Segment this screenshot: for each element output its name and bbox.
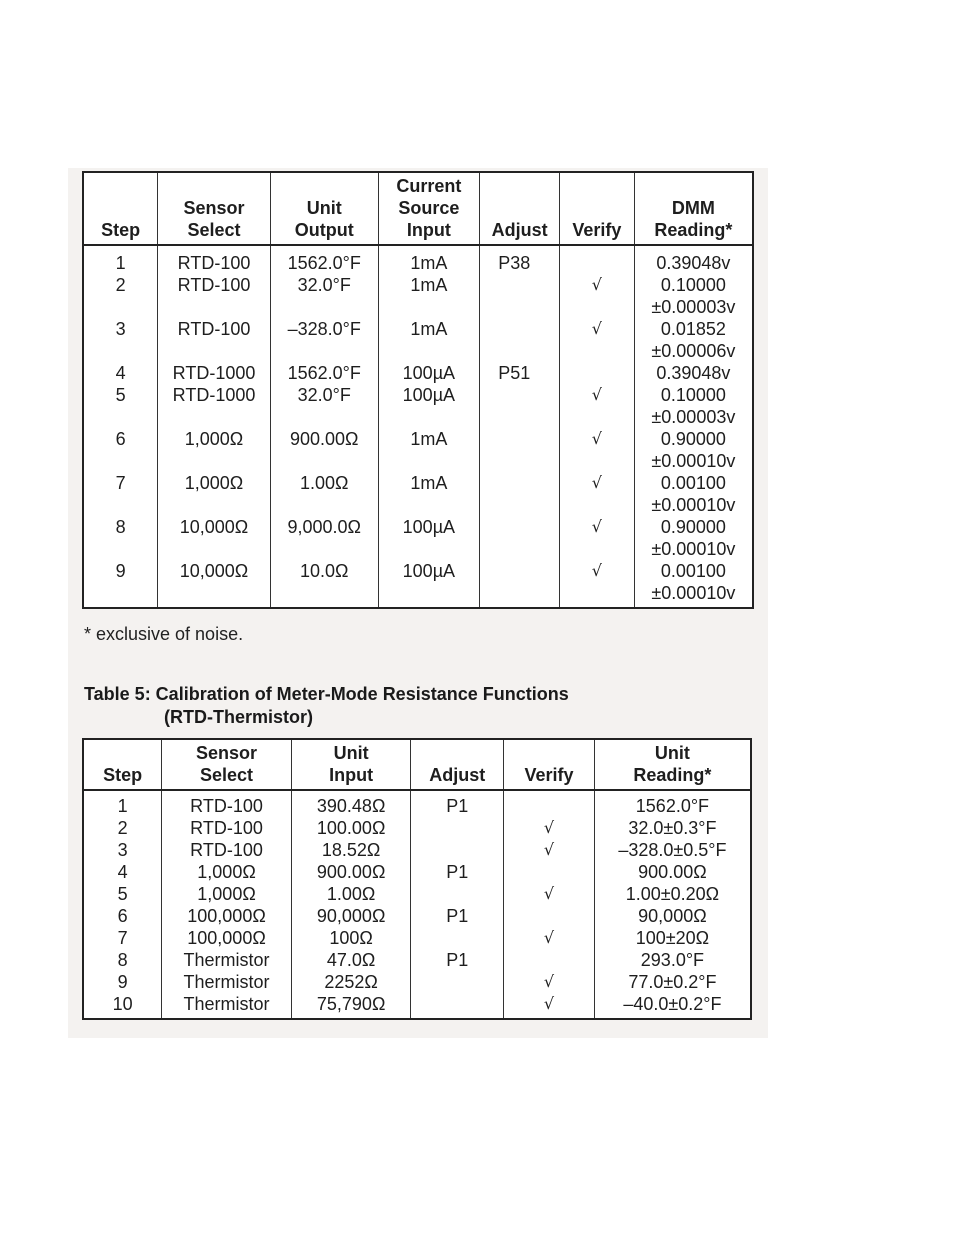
table-row xyxy=(83,883,751,905)
cell-unit-reading: 293.0°F xyxy=(594,949,751,971)
cell-unit-reading: 77.0±0.2°F xyxy=(594,971,751,993)
cell-adjust xyxy=(411,883,504,905)
cell-verify: √ xyxy=(559,516,634,560)
header-dmm-reading: DMM Reading* xyxy=(634,172,753,245)
cell-unit-reading: –328.0±0.5°F xyxy=(594,839,751,861)
cell-current-source-input: 1mA xyxy=(378,245,480,274)
table-row xyxy=(83,839,751,861)
header-adjust: Adjust xyxy=(480,172,560,245)
cell-step: 2 xyxy=(117,818,128,838)
cell-adjust xyxy=(411,817,504,839)
cell-unit-output: 1562.0°F xyxy=(270,245,378,274)
reading-tolerance: ±0.00003v xyxy=(651,407,736,427)
cell-adjust xyxy=(411,993,504,1019)
cell-sensor-select: RTD-1000 xyxy=(158,362,271,384)
cell-adjust xyxy=(480,318,560,362)
cell-verify: √ xyxy=(504,839,595,861)
cell-current-source-input: 100µA xyxy=(378,384,480,428)
cell-verify xyxy=(559,245,634,274)
cell-verify: √ xyxy=(504,883,595,905)
reading-value: 0.10000 xyxy=(660,275,726,295)
cell-sensor-select: Thermistor xyxy=(162,993,292,1019)
cell-step: 1 xyxy=(115,253,126,273)
cell-verify xyxy=(504,905,595,927)
reading-tolerance: ±0.00006v xyxy=(651,341,736,361)
header-sensor-select: Sensor Select xyxy=(158,172,271,245)
calibration-table-5 xyxy=(82,738,752,1020)
cell-step: 1 xyxy=(117,796,128,816)
cell-unit-output: 9,000.0Ω xyxy=(270,516,378,560)
cell-adjust xyxy=(480,560,560,608)
cell-unit-input: 100.00Ω xyxy=(291,817,411,839)
cell-verify xyxy=(504,949,595,971)
table-header-row xyxy=(83,739,751,790)
cell-adjust: P51 xyxy=(480,362,560,384)
cell-step: 5 xyxy=(115,385,126,405)
reading-value: 0.90000 xyxy=(660,517,726,537)
cell-step: 7 xyxy=(117,928,128,948)
cell-sensor-select: RTD-100 xyxy=(162,790,292,817)
table-5-caption xyxy=(84,683,569,729)
cell-unit-reading: 1.00±0.20Ω xyxy=(594,883,751,905)
reading-tolerance: ±0.00010v xyxy=(651,451,736,471)
cell-sensor-select: 10,000Ω xyxy=(158,560,271,608)
table-row xyxy=(83,274,753,318)
reading-tolerance: ±0.00010v xyxy=(651,495,736,515)
cell-current-source-input: 1mA xyxy=(378,318,480,362)
cell-sensor-select: 10,000Ω xyxy=(158,516,271,560)
cell-current-source-input: 100µA xyxy=(378,362,480,384)
cell-verify: √ xyxy=(504,993,595,1019)
cell-step: 10 xyxy=(112,994,133,1014)
cell-dmm-reading xyxy=(634,516,753,560)
header-unit-reading: Unit Reading* xyxy=(594,739,751,790)
table-row xyxy=(83,949,751,971)
table-row xyxy=(83,384,753,428)
cell-adjust: P1 xyxy=(411,790,504,817)
cell-sensor-select: RTD-100 xyxy=(158,318,271,362)
cell-verify: √ xyxy=(504,817,595,839)
cell-current-source-input: 1mA xyxy=(378,428,480,472)
header-unit-output: Unit Output xyxy=(270,172,378,245)
cell-unit-input: 18.52Ω xyxy=(291,839,411,861)
header-current-source-input: Current Source Input xyxy=(378,172,480,245)
cell-unit-input: 2252Ω xyxy=(291,971,411,993)
cell-step: 6 xyxy=(117,906,128,926)
cell-sensor-select: 100,000Ω xyxy=(162,905,292,927)
cell-adjust xyxy=(411,839,504,861)
cell-adjust xyxy=(480,516,560,560)
cell-step: 9 xyxy=(117,972,128,992)
cell-adjust xyxy=(480,384,560,428)
cell-unit-output: 32.0°F xyxy=(270,274,378,318)
cell-adjust: P1 xyxy=(411,861,504,883)
table-row xyxy=(83,516,753,560)
cell-unit-output: –328.0°F xyxy=(270,318,378,362)
table-row xyxy=(83,993,751,1019)
cell-unit-input: 100Ω xyxy=(291,927,411,949)
header-verify: Verify xyxy=(559,172,634,245)
cell-unit-input: 75,790Ω xyxy=(291,993,411,1019)
cell-dmm-reading xyxy=(634,384,753,428)
cell-sensor-select: 1,000Ω xyxy=(158,472,271,516)
reading-value: 0.00100 xyxy=(660,473,726,493)
header-step: Step xyxy=(83,739,162,790)
cell-adjust: P1 xyxy=(411,949,504,971)
header-adjust: Adjust xyxy=(411,739,504,790)
cell-unit-output: 10.0Ω xyxy=(270,560,378,608)
cell-verify: √ xyxy=(559,560,634,608)
cell-unit-input: 900.00Ω xyxy=(291,861,411,883)
cell-adjust xyxy=(480,472,560,516)
reading-value: 0.01852 xyxy=(660,319,726,339)
table-row xyxy=(83,560,753,608)
cell-unit-input: 1.00Ω xyxy=(291,883,411,905)
caption-line-1: Table 5: Calibration of Meter-Mode Resistance Functions xyxy=(84,684,569,704)
cell-dmm-reading xyxy=(634,560,753,608)
table-row xyxy=(83,971,751,993)
reading-value: 0.90000 xyxy=(660,429,726,449)
cell-adjust xyxy=(480,428,560,472)
header-verify: Verify xyxy=(504,739,595,790)
cell-sensor-select: RTD-100 xyxy=(158,274,271,318)
cell-verify xyxy=(559,362,634,384)
cell-sensor-select: 1,000Ω xyxy=(162,861,292,883)
header-unit-input: Unit Input xyxy=(291,739,411,790)
cell-adjust: P1 xyxy=(411,905,504,927)
reading-value: 0.10000 xyxy=(660,385,726,405)
cell-step: 4 xyxy=(115,363,126,383)
cell-adjust: P38 xyxy=(480,245,560,274)
cell-verify: √ xyxy=(559,472,634,516)
cell-step: 5 xyxy=(117,884,128,904)
table-row xyxy=(83,472,753,516)
cell-unit-reading: 900.00Ω xyxy=(594,861,751,883)
cell-sensor-select: RTD-100 xyxy=(158,245,271,274)
cell-verify: √ xyxy=(559,428,634,472)
cell-step: 6 xyxy=(115,429,126,449)
cell-step: 3 xyxy=(115,319,126,339)
cell-unit-input: 390.48Ω xyxy=(291,790,411,817)
cell-sensor-select: 1,000Ω xyxy=(162,883,292,905)
reading-value: 0.39048v xyxy=(656,363,731,383)
cell-unit-output: 32.0°F xyxy=(270,384,378,428)
cell-current-source-input: 1mA xyxy=(378,472,480,516)
cell-step: 9 xyxy=(115,561,126,581)
cell-verify: √ xyxy=(504,971,595,993)
cell-dmm-reading xyxy=(634,472,753,516)
header-sensor-select: Sensor Select xyxy=(162,739,292,790)
reading-tolerance: ±0.00003v xyxy=(651,297,736,317)
cell-unit-output: 900.00Ω xyxy=(270,428,378,472)
cell-unit-reading: 100±20Ω xyxy=(594,927,751,949)
table-row xyxy=(83,905,751,927)
cell-sensor-select: Thermistor xyxy=(162,971,292,993)
cell-current-source-input: 100µA xyxy=(378,560,480,608)
cell-adjust xyxy=(411,927,504,949)
cell-unit-input: 90,000Ω xyxy=(291,905,411,927)
cell-unit-output: 1.00Ω xyxy=(270,472,378,516)
cell-unit-output: 1562.0°F xyxy=(270,362,378,384)
cell-dmm-reading xyxy=(634,428,753,472)
table-row xyxy=(83,927,751,949)
caption-line-2: (RTD-Thermistor) xyxy=(164,707,313,727)
cell-adjust xyxy=(411,971,504,993)
cell-dmm-reading xyxy=(634,362,753,384)
reading-tolerance: ±0.00010v xyxy=(651,583,736,603)
cell-step: 8 xyxy=(115,517,126,537)
cell-sensor-select: RTD-100 xyxy=(162,817,292,839)
cell-current-source-input: 1mA xyxy=(378,274,480,318)
cell-unit-reading: 32.0±0.3°F xyxy=(594,817,751,839)
cell-sensor-select: Thermistor xyxy=(162,949,292,971)
header-step: Step xyxy=(83,172,158,245)
cell-sensor-select: RTD-100 xyxy=(162,839,292,861)
footnote: * exclusive of noise. xyxy=(84,624,244,644)
cell-verify: √ xyxy=(559,384,634,428)
cell-sensor-select: RTD-1000 xyxy=(158,384,271,428)
reading-value: 0.39048v xyxy=(656,253,731,273)
cell-unit-reading: 1562.0°F xyxy=(594,790,751,817)
table-row xyxy=(83,428,753,472)
cell-sensor-select: 100,000Ω xyxy=(162,927,292,949)
cell-verify: √ xyxy=(559,274,634,318)
table-header-row xyxy=(83,172,753,245)
table-row xyxy=(83,318,753,362)
table-row xyxy=(83,817,751,839)
table-row xyxy=(83,861,751,883)
cell-step: 2 xyxy=(115,275,126,295)
cell-sensor-select: 1,000Ω xyxy=(158,428,271,472)
cell-verify: √ xyxy=(504,927,595,949)
calibration-table-4 xyxy=(82,171,754,609)
cell-step: 3 xyxy=(117,840,128,860)
cell-unit-reading: 90,000Ω xyxy=(594,905,751,927)
cell-dmm-reading xyxy=(634,274,753,318)
cell-step: 4 xyxy=(117,862,128,882)
reading-value: 0.00100 xyxy=(660,561,726,581)
cell-dmm-reading xyxy=(634,245,753,274)
cell-adjust xyxy=(480,274,560,318)
table-row xyxy=(83,245,753,274)
reading-tolerance: ±0.00010v xyxy=(651,539,736,559)
cell-unit-input: 47.0Ω xyxy=(291,949,411,971)
table-row xyxy=(83,790,751,817)
cell-verify: √ xyxy=(559,318,634,362)
cell-step: 8 xyxy=(117,950,128,970)
cell-verify xyxy=(504,861,595,883)
cell-dmm-reading xyxy=(634,318,753,362)
cell-verify xyxy=(504,790,595,817)
cell-step: 7 xyxy=(115,473,126,493)
cell-current-source-input: 100µA xyxy=(378,516,480,560)
cell-unit-reading: –40.0±0.2°F xyxy=(594,993,751,1019)
table-row xyxy=(83,362,753,384)
